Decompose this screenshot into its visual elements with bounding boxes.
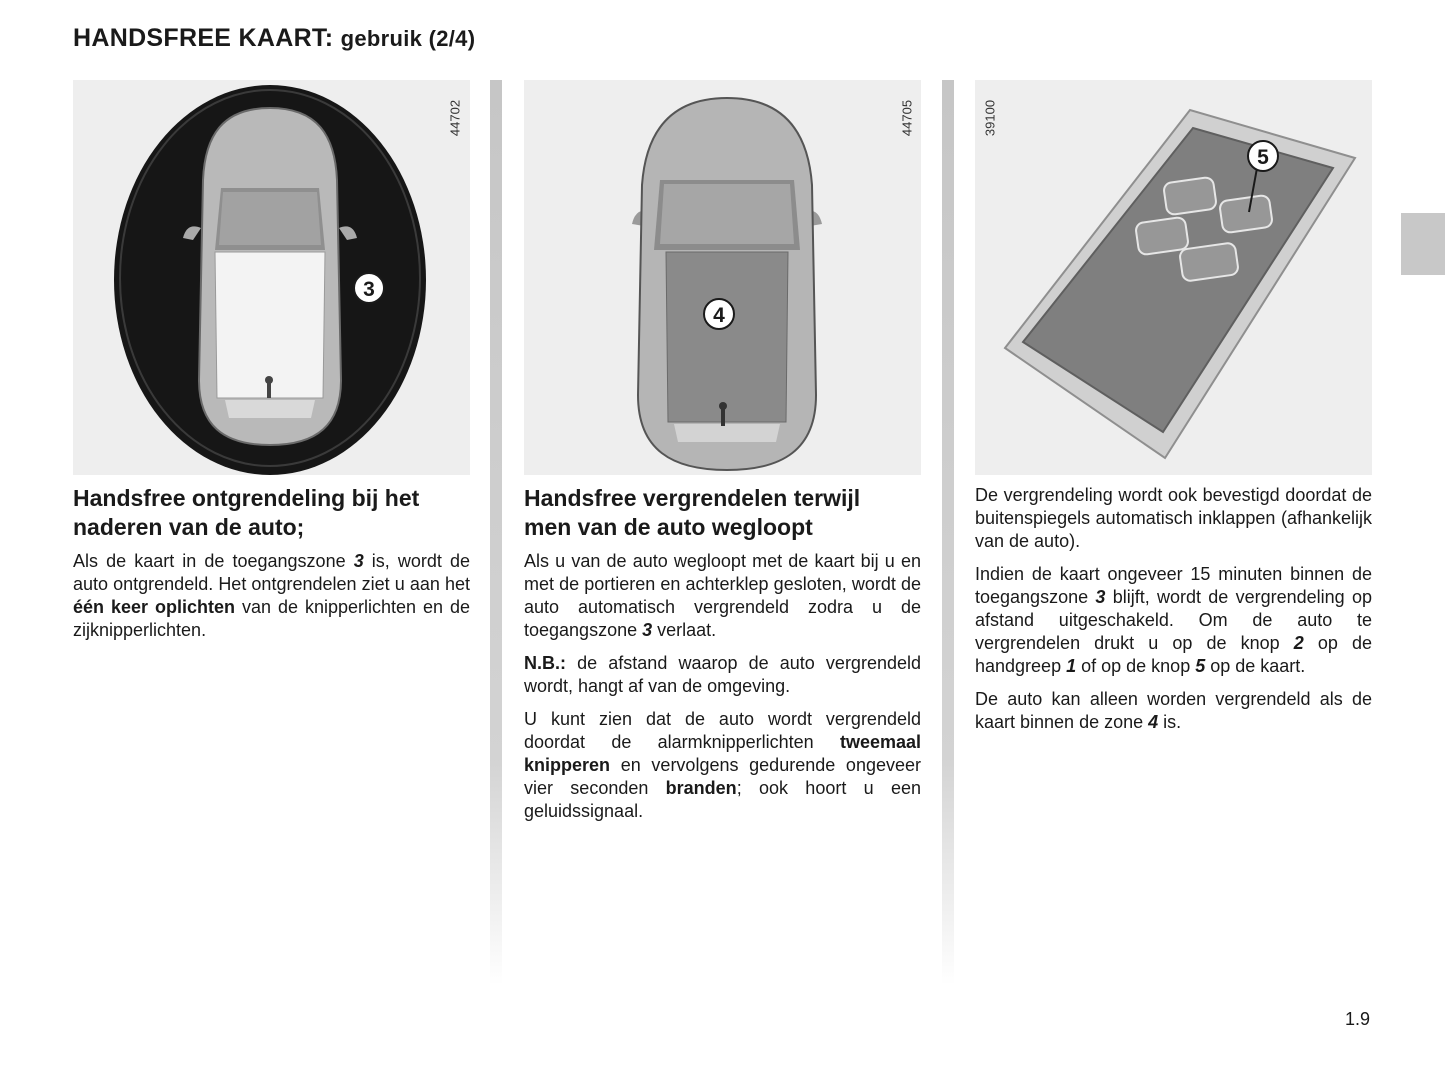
callout-3: 3 <box>363 278 375 301</box>
column-divider <box>490 80 502 985</box>
figure-code: 39100 <box>982 99 998 137</box>
paragraph: De auto kan alleen worden vergrendeld als de kaart binnen de zone 4 is. <box>975 689 1372 732</box>
column-divider <box>942 80 954 985</box>
paragraph: Indien de kaart ongeveer 15 minuten binnen de toegangszone 3 blijft, wordt de vergrendeling op afstand uitgeschakeld. Om de auto te vergrendelen drukt u op de knop 2 op de handgreep 1 of op de knop 5 op de kaart. <box>975 564 1372 676</box>
paragraph: Als de kaart in de toegangszone 3 is, wordt de auto ontgrendeld. Het ontgrendelen ziet u aan het één keer oplichten van de knipperlichten en de zijknipperlichten. <box>73 551 470 640</box>
figure-zone-4 <box>524 80 921 475</box>
paragraph: U kunt zien dat de auto wordt vergrendeld doordat de alarmknipperlichten tweemaal knipperen en vervolgens gedurende ongeveer vier seconden branden; ook hoort u een geluidssignaal. <box>524 709 921 821</box>
callout-5: 5 <box>1257 146 1269 169</box>
page-number: 1.9 <box>1345 1009 1371 1029</box>
section-heading-lock: Handsfree vergrendelen terwijl men van de auto wegloopt <box>524 485 861 540</box>
car-zone-illustration <box>73 80 470 475</box>
car-zone4-illustration <box>524 80 921 475</box>
page-title <box>73 24 475 53</box>
title-sub: gebruik (2/4) <box>340 26 476 51</box>
figure-code: 44702 <box>447 99 463 137</box>
paragraph: De vergrendeling wordt ook bevestigd doordat de buitenspiegels automatisch inklappen (afhankelijk van de auto). <box>975 485 1372 551</box>
figure-card-button-5 <box>975 80 1372 475</box>
body-text-col1 <box>73 550 470 652</box>
callout-4: 4 <box>713 304 725 327</box>
title-main: HANDSFREE KAART: <box>73 24 334 52</box>
section-heading-unlock: Handsfree ontgrendeling bij het naderen van de auto; <box>73 485 420 540</box>
body-text-col3 <box>975 484 1372 744</box>
section-tab <box>1401 213 1445 275</box>
figure-code: 44705 <box>899 99 915 137</box>
card-illustration <box>975 80 1372 475</box>
figure-access-zone-3 <box>73 80 470 475</box>
body-text-col2 <box>524 550 921 833</box>
paragraph-note: N.B.: de afstand waarop de auto vergrendeld wordt, hangt af van de omgeving. <box>524 653 921 696</box>
paragraph: Als u van de auto wegloopt met de kaart bij u en met de portieren en achterklep gesloten, wordt de auto automatisch vergrendeld zodra u de toegangszone 3 verlaat. <box>524 551 921 640</box>
